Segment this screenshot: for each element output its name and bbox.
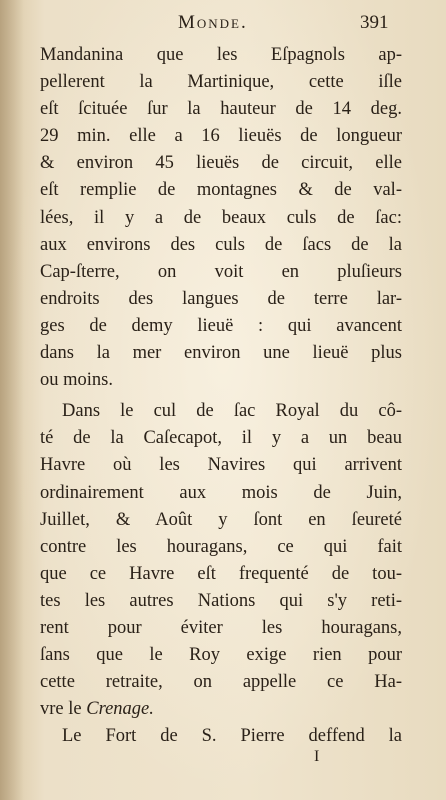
signature-mark: I: [314, 748, 320, 765]
text-line: té de la Caſecapot, il y a un beau: [40, 428, 402, 449]
text-line: [40, 696, 402, 723]
text-line: Le Fort de S. Pierre deffend la: [62, 726, 402, 747]
running-head: Monde.: [178, 12, 248, 33]
text-line: Dans le cul de ſac Royal du cô-: [62, 401, 402, 422]
text-line: tes les autres Nations qui s'y reti-: [40, 590, 402, 611]
text-line: Mandanina que les Eſpagnols ap-: [40, 45, 402, 65]
text-line: que ce Havre eſt frequenté de tou-: [40, 563, 402, 584]
text-line: pellerent la Martinique, cette iſle: [40, 72, 402, 93]
text-line: rent pour éviter les houragans,: [40, 617, 402, 638]
text-line: Havre où les Navires qui arrivent: [40, 455, 402, 476]
emphasized-word: Crenage.: [86, 699, 154, 720]
text-line: ges de demy lieuë : qui avancent: [40, 315, 402, 336]
text-line: aux environs des culs de ſacs de la: [40, 234, 402, 255]
final-line-text: vre le: [40, 699, 87, 720]
text-line: cette retraite, on appelle ce Ha-: [40, 672, 402, 693]
text-line: & environ 45 lieuës de circuit, elle: [40, 153, 402, 174]
text-line: ordinairement aux mois de Juin,: [40, 482, 402, 503]
text-line: Juillet, & Août y ſont en ſeureté: [40, 509, 402, 530]
text-line: eſt remplie de montagnes & de val-: [40, 180, 402, 201]
body-text: [40, 42, 402, 750]
text-line: dans la mer environ une lieuë plus: [40, 343, 402, 364]
text-line: lées, il y a de beaux culs de ſac:: [40, 207, 402, 228]
text-line: eſt ſcituée ſur la hauteur de 14 deg.: [40, 99, 402, 120]
text-line: ſans que le Roy exige rien pour: [40, 645, 402, 666]
text-line: endroits des langues de terre lar-: [40, 288, 402, 309]
text-line: contre les houragans, ce qui fait: [40, 536, 402, 557]
gutter-shadow: [0, 0, 24, 800]
text-line: ou moins.: [40, 370, 113, 391]
text-line: 29 min. elle a 16 lieuës de longueur: [40, 126, 402, 147]
page-number: 391: [360, 12, 389, 33]
text-line: Cap-ſterre, on voit en pluſieurs: [40, 261, 402, 282]
page-header: [0, 8, 446, 42]
